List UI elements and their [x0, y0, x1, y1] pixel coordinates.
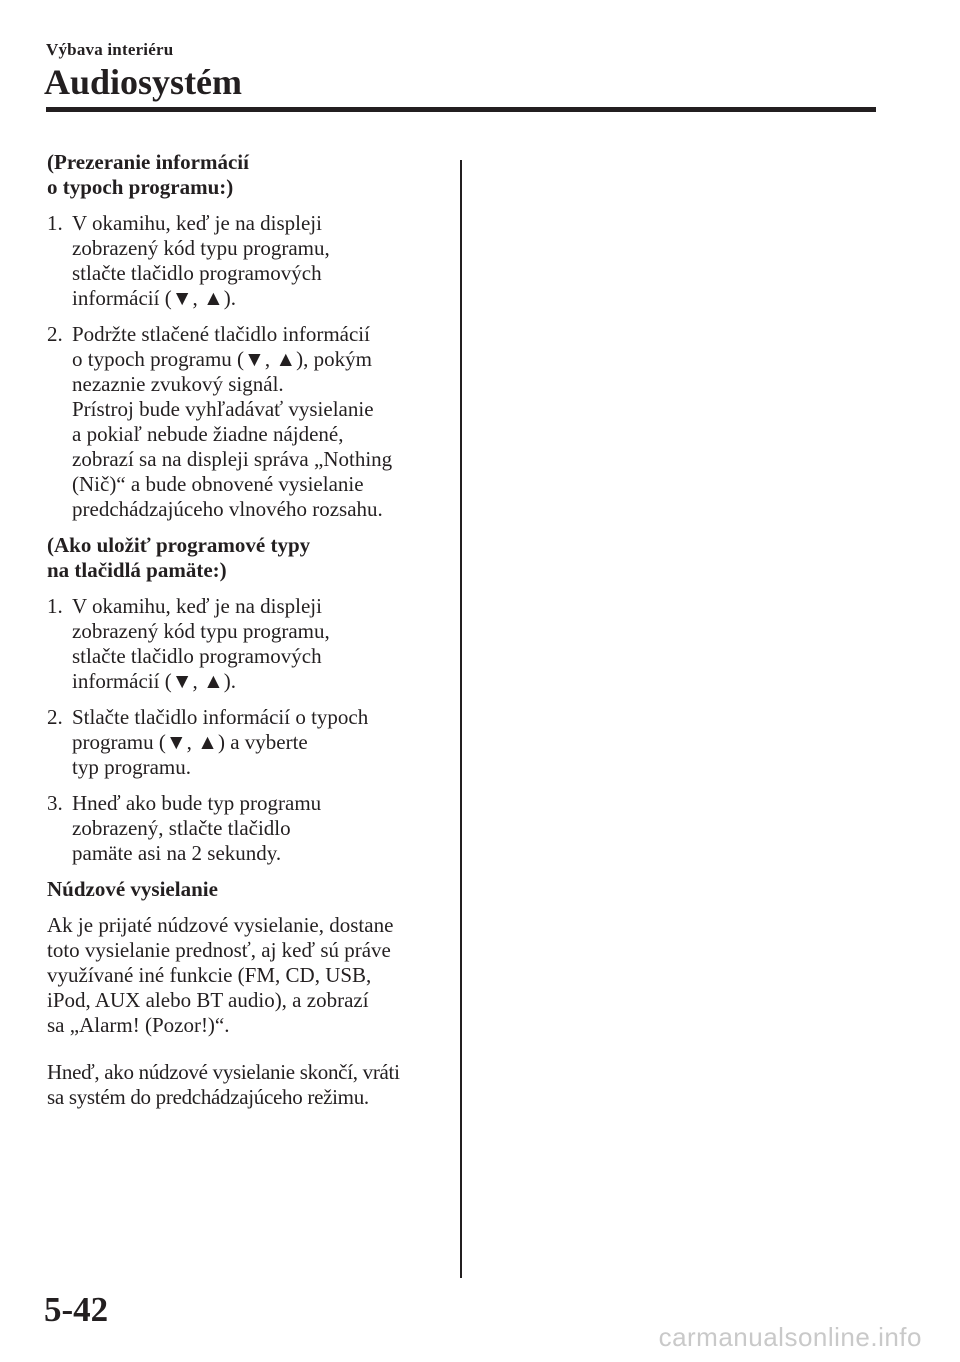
- para-line: Ak je prijaté núdzové vysielanie, dostane: [47, 913, 394, 937]
- para-line: iPod, AUX alebo BT audio), a zobrazí: [47, 988, 369, 1012]
- step-number: 1.: [47, 594, 63, 618]
- step-item: [47, 705, 445, 780]
- step-line: stlačte tlačidlo programových: [72, 644, 322, 668]
- page-number: 5-42: [44, 1290, 109, 1329]
- step-line: predchádzajúceho vlnového rozsahu.: [72, 497, 383, 521]
- step-line: stlačte tlačidlo programových: [72, 261, 322, 285]
- view-info-heading: [47, 150, 445, 200]
- heading-line: (Prezeranie informácií: [47, 150, 249, 174]
- step-line: zobrazí sa na displeji správa „Nothing: [72, 447, 393, 471]
- emergency-heading: Núdzové vysielanie: [47, 877, 218, 901]
- column-divider: [460, 160, 462, 1278]
- step-number: 1.: [47, 211, 63, 235]
- para-line: Hneď, ako núdzové vysielanie skončí, vráti: [47, 1060, 400, 1084]
- step-line: zobrazený kód typu programu,: [72, 236, 330, 260]
- step-line: nezaznie zvukový signál.: [72, 372, 284, 396]
- para-line: sa „Alarm! (Pozor!)“.: [47, 1013, 230, 1037]
- step-line: zobrazený, stlačte tlačidlo: [72, 816, 291, 840]
- heading-line: (Ako uložiť programové typy: [47, 533, 311, 557]
- emergency-return-paragraph: [47, 1060, 445, 1110]
- step-item: [47, 594, 445, 694]
- step-line: informácií (▼, ▲).: [72, 286, 237, 310]
- section-label: Výbava interiéru: [46, 40, 174, 59]
- step-line: typ programu.: [72, 755, 191, 779]
- step-line: zobrazený kód typu programu,: [72, 619, 330, 643]
- heading-line: na tlačidlá pamäte:): [47, 558, 227, 582]
- step-line: Prístroj bude vyhľadávať vysielanie: [72, 397, 374, 421]
- store-types-steps: [47, 594, 445, 866]
- step-line: a pokiaľ nebude žiadne nájdené,: [72, 422, 344, 446]
- step-number: 2.: [47, 705, 63, 729]
- step-line: Hneď ako bude typ programu: [72, 791, 322, 815]
- step-number: 3.: [47, 791, 63, 815]
- heading-line: o typoch programu:): [47, 175, 234, 199]
- chapter-title: Audiosystém: [44, 62, 243, 102]
- step-number: 2.: [47, 322, 63, 346]
- emergency-paragraph: [47, 913, 445, 1038]
- title-rule: [46, 107, 876, 112]
- para-line: toto vysielanie prednosť, aj keď sú práve: [47, 938, 391, 962]
- step-line: V okamihu, keď je na displeji: [72, 211, 322, 235]
- view-info-steps: [47, 211, 445, 522]
- step-line: (Nič)“ a bude obnovené vysielanie: [72, 472, 364, 496]
- step-line: programu (▼, ▲) a vyberte: [72, 730, 308, 754]
- step-line: o typoch programu (▼, ▲), pokým: [72, 347, 372, 371]
- step-item: [47, 322, 445, 522]
- step-item: [47, 211, 445, 311]
- para-line: využívané iné funkcie (FM, CD, USB,: [47, 963, 372, 987]
- step-line: Stlačte tlačidlo informácií o typoch: [72, 705, 369, 729]
- para-line: sa systém do predchádzajúceho režimu.: [47, 1085, 369, 1109]
- step-item: [47, 791, 445, 866]
- step-line: V okamihu, keď je na displeji: [72, 594, 322, 618]
- watermark: carmanualsonline.info: [658, 1322, 922, 1352]
- store-types-heading: [47, 533, 445, 583]
- step-line: pamäte asi na 2 sekundy.: [72, 841, 282, 865]
- left-column: [47, 150, 445, 1121]
- step-line: informácií (▼, ▲).: [72, 669, 237, 693]
- step-line: Podržte stlačené tlačidlo informácií: [72, 322, 370, 346]
